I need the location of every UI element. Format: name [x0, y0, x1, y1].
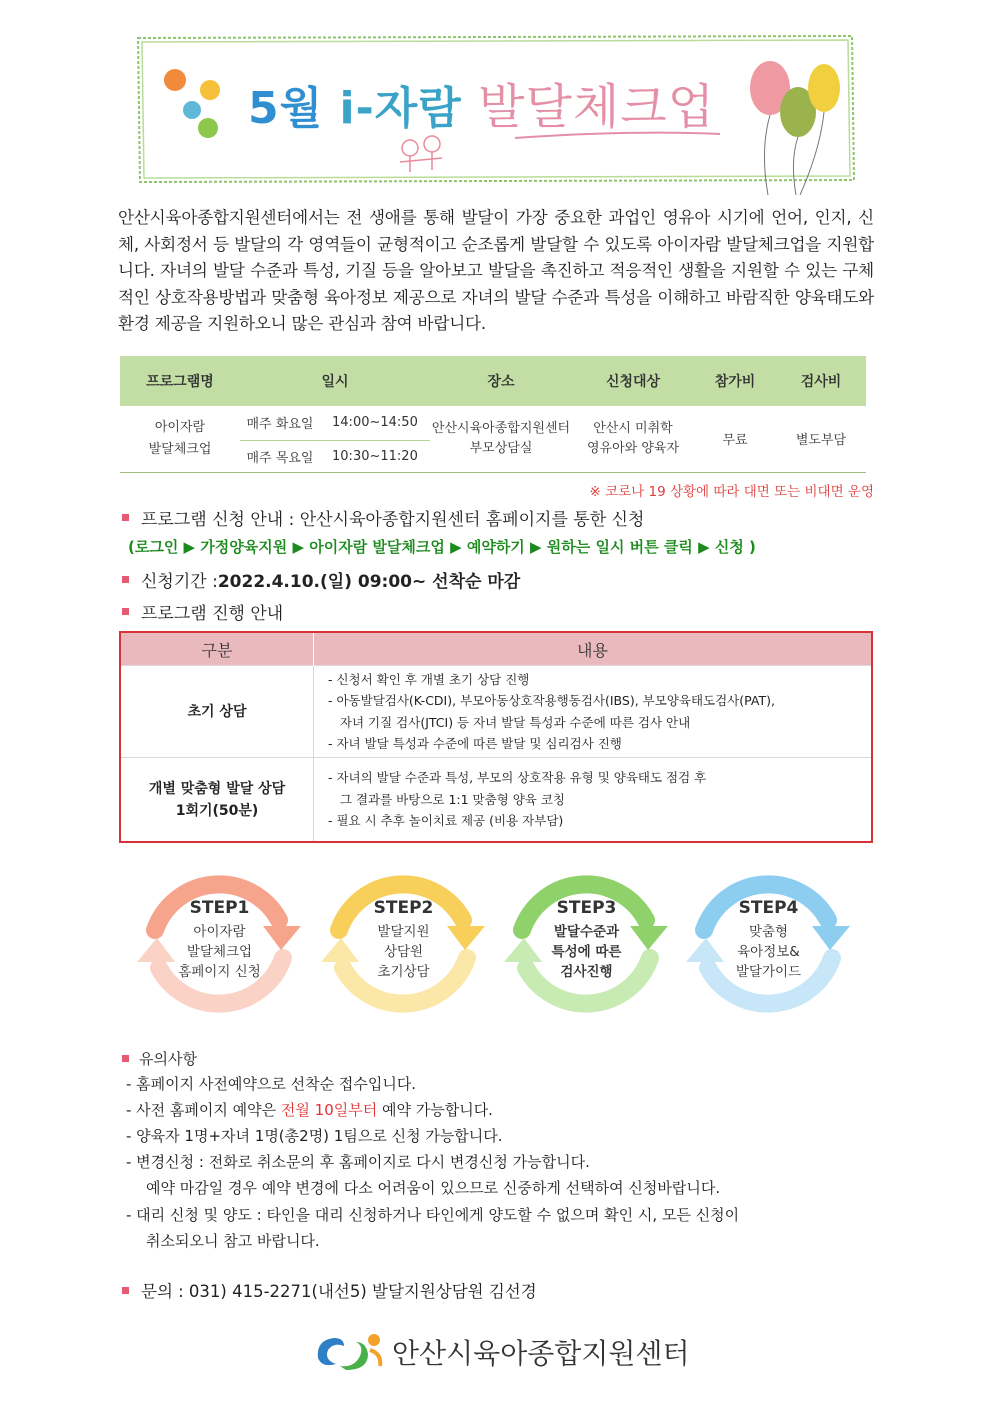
place-cell: [430, 406, 572, 472]
schedule-header: 참가비: [694, 356, 776, 406]
note-item: 예약 마감일 경우 예약 변경에 다소 어려움이 있으므로 신중하게 선택하여 신청바랍니다.: [146, 1179, 721, 1197]
schedule-table: [120, 356, 866, 473]
step-line: 상담원: [383, 944, 424, 960]
fee-cell: 무료: [694, 406, 776, 472]
content-line: 자녀 기질 검사(JTCI) 등 자녀 발달 특성과 수준에 따른 검사 안내: [328, 714, 691, 730]
place-line: 부모상담실: [469, 440, 533, 456]
apply-info: [122, 505, 644, 530]
org-logo: [310, 1328, 690, 1374]
covid-note: ※ 코로나 19 상황에 따라 대면 또는 비대면 운영: [589, 484, 874, 500]
target-cell: [572, 406, 694, 472]
progress-content: [314, 666, 872, 758]
notes-title: 유의사항: [139, 1050, 197, 1068]
progress-header-row: [121, 633, 871, 666]
progress-content: [314, 758, 872, 842]
step-label: [137, 898, 302, 982]
step-3: [504, 862, 669, 1027]
program-name-line: 발달체크업: [148, 441, 212, 457]
progress-table: [119, 631, 873, 843]
title-banner: [130, 30, 860, 195]
table-row: [121, 758, 871, 842]
content-line: - 필요 시 추후 놀이치료 제공 (비용 자부담): [328, 813, 564, 829]
bullet-icon: [122, 1055, 129, 1062]
note-text: 예약 가능합니다.: [377, 1101, 493, 1119]
note-item: [126, 1099, 493, 1120]
slot-time: 10:30~11:20: [320, 440, 430, 472]
apply-info-text: 프로그램 신청 안내 : 안산시육아종합지원센터 홈페이지를 통한 신청: [141, 510, 645, 530]
schedule-header: 장소: [430, 356, 572, 406]
step-label: [321, 898, 486, 982]
step-4: [686, 862, 851, 1027]
schedule-header: 일시: [240, 356, 430, 406]
note-item: - 홈페이지 사전예약으로 선착순 접수입니다.: [126, 1075, 417, 1093]
period-value: 2022.4.10.(일) 09:00~ 선착순 마감: [217, 572, 521, 592]
target-line: 안산시 미취학: [593, 420, 673, 436]
step-line: 육아정보&: [737, 944, 800, 960]
content-line: - 자녀의 발달 수준과 특성, 부모의 상호작용 유형 및 양육태도 점검 후: [328, 770, 707, 786]
test-fee-cell: 별도부담: [776, 406, 866, 472]
note-text: - 사전 홈페이지 예약은: [126, 1101, 281, 1119]
table-row: [120, 406, 866, 440]
note-highlight: 전월 10일부터: [280, 1101, 378, 1119]
note-item: - 양육자 1명+자녀 1명(총2명) 1팀으로 신청 가능합니다.: [126, 1127, 503, 1145]
bullet-icon: [122, 514, 129, 521]
banner-title-month: 5월: [248, 83, 324, 134]
slot-day: 매주 목요일: [240, 440, 320, 472]
place-line: 안산시육아종합지원센터: [431, 420, 571, 436]
step-line: 검사진행: [560, 964, 613, 980]
step-line: 홈페이지 신청: [178, 964, 261, 980]
target-line: 영유아와 양육자: [586, 440, 680, 456]
step-line: 아이자람: [193, 924, 246, 940]
banner-title-brand: i-자람: [339, 83, 462, 134]
content-line: - 신청서 확인 후 개별 초기 상담 진행: [328, 671, 530, 687]
content-line: 그 결과를 바탕으로 1:1 맞춤형 양육 코칭: [328, 791, 566, 807]
step-title: STEP1: [189, 898, 250, 918]
step-title: STEP4: [738, 898, 799, 918]
schedule-header: 검사비: [776, 356, 866, 406]
contact-text: 문의 : 031) 415-2271(내선5) 발달지원상담원 김선경: [141, 1282, 537, 1301]
bullet-icon: [122, 1287, 129, 1294]
step-line: 발달수준과: [553, 924, 620, 940]
step-label: [504, 898, 669, 982]
content-line: - 아동발달검사(K-CDI), 부모아동상호작용행동검사(IBS), 부모양육태도검사(PAT),: [328, 693, 775, 708]
apply-period: [122, 567, 520, 592]
progress-key-line: 1회기(50분): [175, 802, 259, 819]
progress-heading: [122, 599, 283, 624]
bullet-icon: [122, 576, 129, 583]
schedule-header: 프로그램명: [120, 356, 240, 406]
progress-key: [121, 758, 314, 842]
schedule-header-row: [120, 356, 866, 406]
notes-heading: [122, 1048, 197, 1069]
progress-key: 초기 상담: [121, 666, 314, 758]
note-item: - 변경신청 : 전화로 취소문의 후 홈페이지로 다시 변경신청 가능합니다.: [126, 1153, 590, 1171]
org-logo-icon: [310, 1328, 388, 1374]
progress-key-line: 개별 맞춤형 발달 상담: [148, 780, 286, 797]
step-2: [321, 862, 486, 1027]
slot-time: 14:00~14:50: [320, 406, 430, 440]
org-name: 안산시육아종합지원센터: [392, 1337, 690, 1370]
step-line: 발달체크업: [186, 944, 253, 960]
progress-header: 내용: [314, 633, 872, 666]
step-line: 초기상담: [377, 964, 430, 980]
step-line: 발달가이드: [735, 964, 802, 980]
step-line: 특성에 따른: [551, 944, 622, 960]
banner-title: [248, 68, 715, 137]
step-title: STEP2: [373, 898, 434, 918]
bullet-icon: [122, 608, 129, 615]
program-name-cell: [120, 406, 240, 472]
slot-day: 매주 화요일: [240, 406, 320, 440]
progress-header: 구분: [121, 633, 314, 666]
note-item: 취소되오니 참고 바랍니다.: [146, 1232, 320, 1250]
step-title: STEP3: [556, 898, 617, 918]
period-label: 신청기간 :: [141, 572, 218, 592]
step-line: 맞춤형: [748, 924, 789, 940]
contact-info: [122, 1278, 537, 1302]
banner-title-program: 발달체크업: [478, 79, 715, 135]
note-item: - 대리 신청 및 양도 : 타인을 대리 신청하거나 타인에게 양도할 수 없으며 확인 시, 모든 신청이: [126, 1206, 740, 1224]
table-row: [121, 666, 871, 758]
step-1: [137, 862, 302, 1027]
progress-title: 프로그램 진행 안내: [141, 604, 284, 624]
step-label: [686, 898, 851, 982]
schedule-header: 신청대상: [572, 356, 694, 406]
intro-paragraph: 안산시육아종합지원센터에서는 전 생애를 통해 발달이 가장 중요한 과업인 영유아 시기에 언어, 인지, 신체, 사회정서 등 발달의 각 영역들이 균형적이고 순조롭게 발달할 수 있도록 아이자람 발달체크업을 지원합니다. 자녀의 발달 수준과 특성, 기질 등을 알아보고 발달을 촉진하고 적응적인 생활을 지원할 수 있는 구체적인 상호작용방법과 맞춤형 육아정보 제공으로 자녀의 발달 수준과 특성을 이해하고 바람직한 양육태도와 환경 제공을 지원하오니 많은 관심과 참여 바랍니다.: [118, 208, 874, 333]
program-name-line: 아이자람: [154, 419, 206, 435]
content-line: - 자녀 발달 특성과 수준에 따른 발달 및 심리검사 진행: [328, 736, 622, 751]
apply-path: (로그인 ▶ 가정양육지원 ▶ 아이자람 발달체크업 ▶ 예약하기 ▶ 원하는 일시 버튼 클릭 ▶ 신청 ): [128, 538, 756, 556]
step-line: 발달지원: [377, 924, 430, 940]
